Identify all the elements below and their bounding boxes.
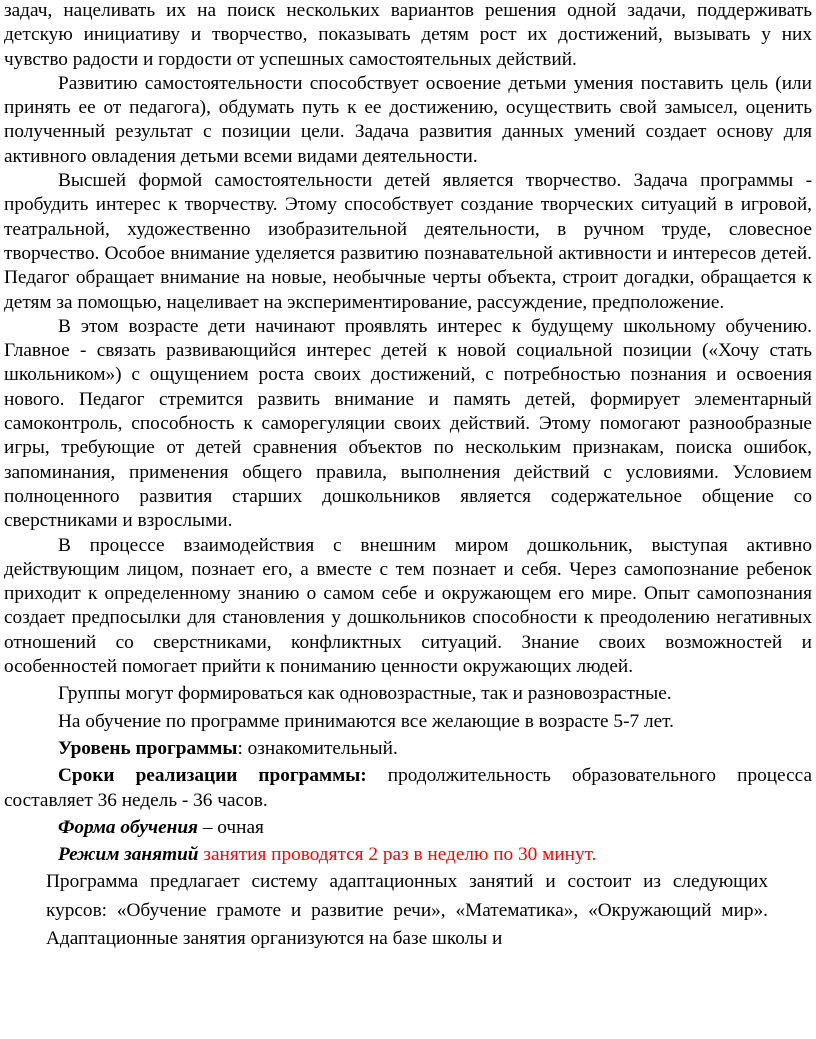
paragraph-school-interest: В этом возрасте дети начинают проявлять интерес к будущему школьному обучению. Главное - связать развивающийся интерес детей к новой социальной позиции («Хочу стать школьником») с ощущением роста своих достижений, с потребностью познания и освоения нового. Педагог стремится развить внимание и память детей, формирует элементарный самоконтроль, способность к саморегуляции своих действий. Этому помогают разнообразные игры, требующие от детей сравнения объектов по нескольким признакам, поиска ошибок, запоминания, применения общего правила, выполнения действий с условиями. Условием полноценного развития старших дошкольников является содержательное общение со сверстниками и взрослыми. xyxy=(4,315,812,532)
study-form-value: – очная xyxy=(198,816,264,838)
program-level-label: Уровень программы xyxy=(58,737,238,759)
program-level-value: : ознакомительный. xyxy=(237,737,398,759)
paragraph-independence: Развитию самостоятельности способствует освоение детьми умения поставить цель (или принять ее от педагога), обдумать путь к ее достижению, осуществить свой замысел, оценить полученный результат с позиции цели. Задача развития данных умений создает основу для активного овладения детьми всеми видами деятельности. xyxy=(4,72,812,167)
program-terms xyxy=(0,764,812,813)
program-terms-label: Сроки реализации программы: xyxy=(58,765,367,787)
class-schedule xyxy=(0,843,812,867)
paragraph-self-knowledge: В процессе взаимодействия с внешним миром дошкольник, выступая активно действующим лицом, познает его, а вместе с тем познает и себя. Через самопознание ребенок приходит к определенному знанию о самом себе и окружающем его мире. Опыт самопознания создает предпосылки для становления у дошкольников способности к преодолению негативных отношений со сверстниками, конфликтных ситуаций. Знание своих возможностей и особенностей помогает прийти к пониманию ценности окружающих людей. xyxy=(4,534,812,678)
class-schedule-value: занятия проводятся 2 раз в неделю по 30 минут. xyxy=(198,844,597,866)
study-form xyxy=(0,816,812,840)
groups-line: Группы могут формироваться как одновозрастные, так и разновозрастные. xyxy=(58,683,672,705)
program-terms-value: продолжительность образовательного процесса составляет 36 недель - 36 часов. xyxy=(4,765,812,811)
program-level xyxy=(0,737,812,761)
class-schedule-label: Режим занятий xyxy=(58,844,199,866)
paragraph-tasks: задач, нацеливать их на поиск нескольких вариантов решения одной задачи, поддерживать детскую инициативу и творчество, показывать детям рост их достижений, вызывать у них чувство радости и гордости от успешных самостоятельных действий. xyxy=(4,0,812,70)
study-form-label: Форма обучения xyxy=(58,816,198,838)
paragraph-creativity: Высшей формой самостоятельности детей является творчество. Задача программы - пробудить интерес к творчеству. Этому способствует создание творческих ситуаций в игровой, театральной, художественно изобразительной деятельности, в ручном труде, словесное творчество. Особое внимание уделяется развитию познавательной активности и интересов детей. Педагог обращает внимание на новые, необычные черты объекта, строит догадки, обращается к детям за помощью, нацеливает на экспериментирование, рассуждение, предположение. xyxy=(4,170,812,313)
closing-paragraph: Программа предлагает систему адаптационных занятий и состоит из следующих курсов: «Обучение грамоте и развитие речи», «Математика», «Окружающий мир». Адаптационные занятия организуются на базе школы и xyxy=(46,871,768,950)
admission-line: На обучение по программе принимаются все желающие в возрасте 5-7 лет. xyxy=(58,710,674,732)
